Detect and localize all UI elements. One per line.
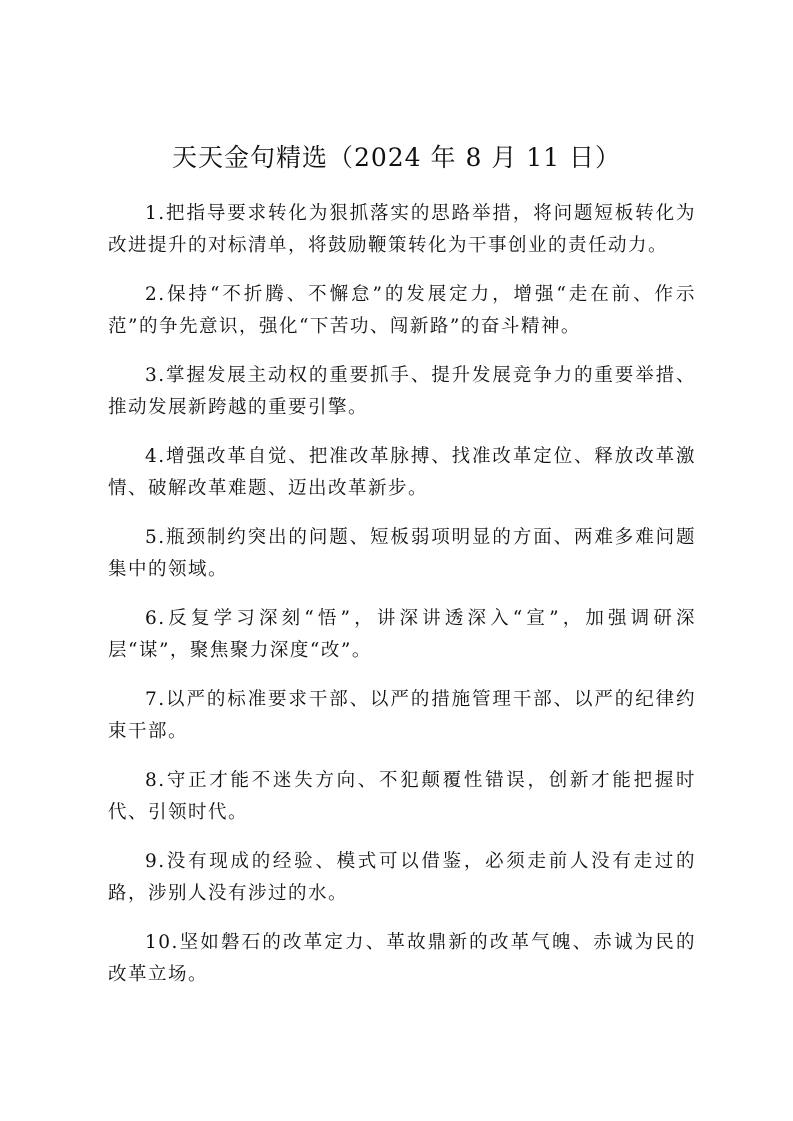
quote-item-6: 6.反复学习深刻“悟”，讲深讲透深入“宣”，加强调研深层“谋”，聚焦聚力深度“改”。 — [108, 608, 696, 661]
quote-item-8: 8.守正才能不迷失方向、不犯颠覆性错误，创新才能把握时代、引领时代。 — [108, 770, 696, 823]
quote-list — [108, 198, 696, 1008]
quote-item-5: 5.瓶颈制约突出的问题、短板弱项明显的方面、两难多难问题集中的领域。 — [108, 527, 696, 580]
quote-item-9: 9.没有现成的经验、模式可以借鉴，必须走前人没有走过的路，涉别人没有涉过的水。 — [108, 851, 696, 904]
document-title: 天天金句精选（2024 年 8 月 11 日） — [171, 143, 622, 172]
quote-item-4: 4.增强改革自觉、把准改革脉搏、找准改革定位、释放改革激情、破解改革难题、迈出改革新步。 — [108, 446, 696, 499]
quote-item-7: 7.以严的标准要求干部、以严的措施管理干部、以严的纪律约束干部。 — [108, 689, 696, 742]
quote-item-1: 1.把指导要求转化为狠抓落实的思路举措，将问题短板转化为改进提升的对标清单，将鼓励鞭策转化为干事创业的责任动力。 — [108, 203, 696, 256]
quote-item-2: 2.保持“不折腾、不懈怠”的发展定力，增强“走在前、作示范”的争先意识，强化“下苦功、闯新路”的奋斗精神。 — [108, 284, 696, 337]
quote-item-10: 10.坚如磐石的改革定力、革故鼎新的改革气魄、赤诚为民的改革立场。 — [108, 932, 696, 985]
quote-item-3: 3.掌握发展主动权的重要抓手、提升发展竞争力的重要举措、推动发展新跨越的重要引擎。 — [108, 365, 696, 418]
